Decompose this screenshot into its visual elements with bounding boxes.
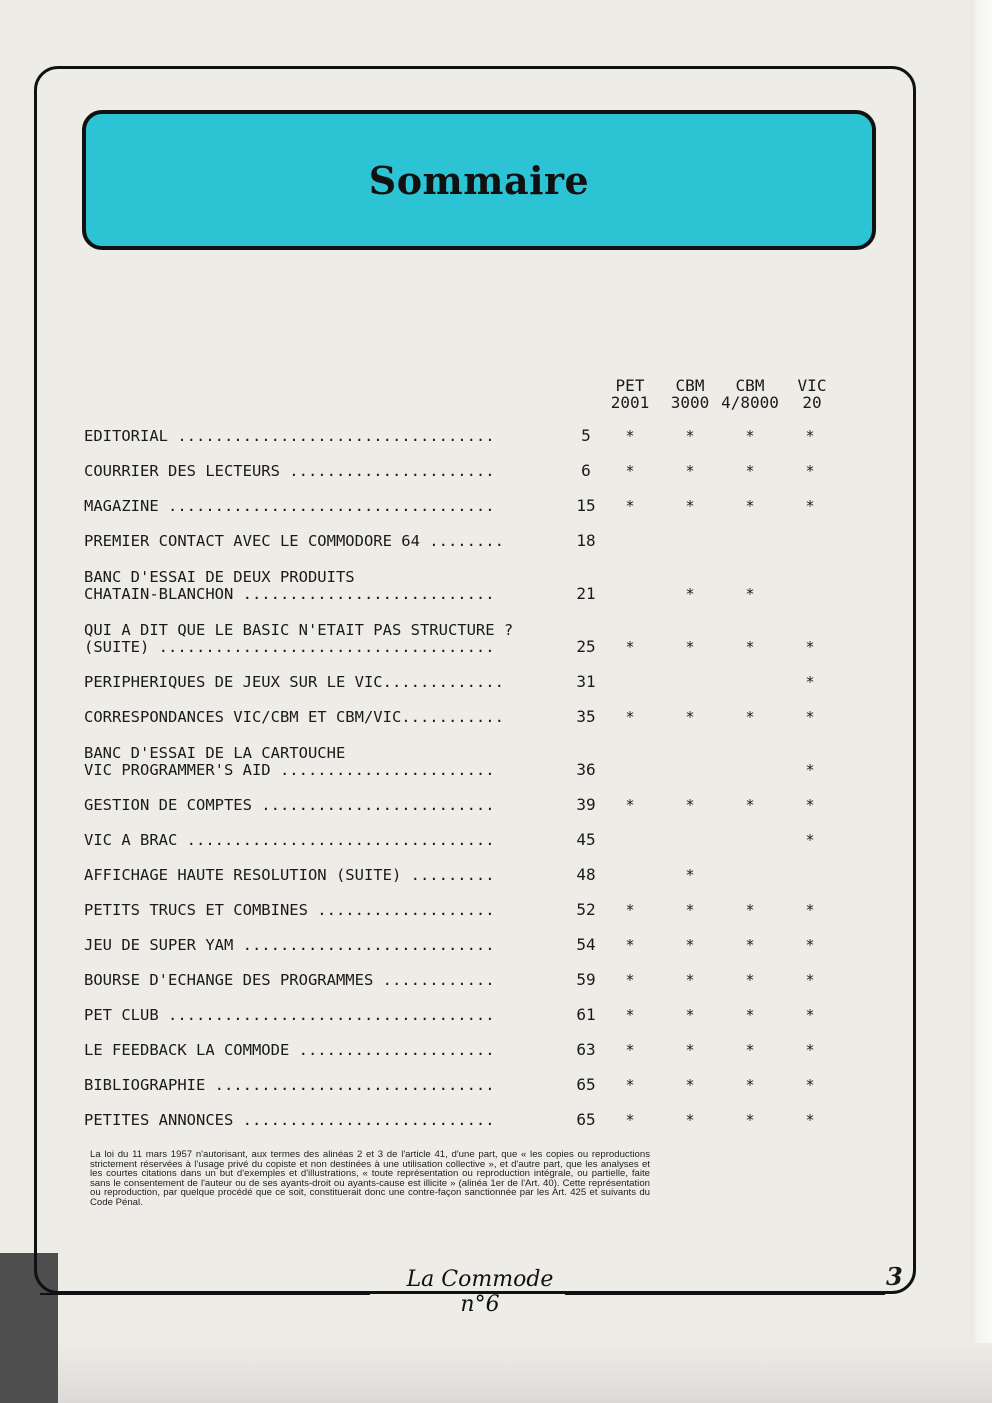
- compat-star-pet: *: [625, 427, 635, 445]
- toc-row: [84, 618, 844, 656]
- compat-star-cbm3000: *: [685, 796, 695, 814]
- compat-star-cbm4000: *: [745, 638, 755, 656]
- compat-star-cbm4000: *: [745, 462, 755, 480]
- toc-title-line2: PERIPHERIQUES DE JEUX SUR LE VIC.............: [84, 673, 504, 691]
- compat-star-vic: *: [805, 673, 815, 691]
- compat-star-vic: *: [805, 1006, 815, 1024]
- toc-title-line1: QUI A DIT QUE LE BASIC N'ETAIT PAS STRUCTURE ?: [84, 621, 514, 639]
- page-edge: [970, 0, 992, 1403]
- toc-row: [84, 741, 844, 779]
- compat-star-cbm3000: *: [685, 462, 695, 480]
- toc-page-number: 54: [576, 935, 596, 954]
- compat-star-cbm4000: *: [745, 585, 755, 603]
- column-header-line2: 3000: [670, 393, 710, 412]
- compat-star-vic: *: [805, 796, 815, 814]
- compat-star-cbm4000: *: [745, 901, 755, 919]
- compat-star-pet: *: [625, 1076, 635, 1094]
- compat-star-vic: *: [805, 1076, 815, 1094]
- toc-page-number: 45: [576, 830, 596, 849]
- compat-star-cbm4000: *: [745, 1041, 755, 1059]
- toc-row: [84, 934, 844, 954]
- toc-title: [84, 1042, 544, 1059]
- toc-title: [84, 498, 544, 515]
- toc-title: [84, 674, 544, 691]
- toc-row: [84, 829, 844, 849]
- toc-page-number: 63: [576, 1040, 596, 1059]
- toc-title-line2: BIBLIOGRAPHIE ..............................: [84, 1076, 495, 1094]
- compat-star-cbm3000: *: [685, 1076, 695, 1094]
- compat-star-pet: *: [625, 708, 635, 726]
- toc-row: [84, 706, 844, 726]
- compat-star-pet: *: [625, 1006, 635, 1024]
- column-header: [780, 377, 844, 411]
- compat-star-pet: *: [625, 971, 635, 989]
- compat-star-cbm3000: *: [685, 901, 695, 919]
- toc-row: [84, 864, 844, 884]
- toc-title-line2: COURRIER DES LECTEURS ......................: [84, 462, 495, 480]
- compat-star-pet: *: [625, 1111, 635, 1129]
- compat-star-pet: *: [625, 497, 635, 515]
- compat-star-cbm4000: *: [745, 936, 755, 954]
- toc-title-line1: BANC D'ESSAI DE LA CARTOUCHE: [84, 744, 346, 762]
- toc-row: [84, 1109, 844, 1129]
- toc-title-line2: CORRESPONDANCES VIC/CBM ET CBM/VIC...........: [84, 708, 504, 726]
- toc-title: [84, 622, 544, 656]
- toc-title-line2: PREMIER CONTACT AVEC LE COMMODORE 64 ........: [84, 532, 504, 550]
- toc-title-line2: LE FEEDBACK LA COMMODE .....................: [84, 1041, 495, 1059]
- toc-page-number: 65: [576, 1075, 596, 1094]
- compat-star-cbm3000: *: [685, 936, 695, 954]
- compat-star-cbm3000: *: [685, 1006, 695, 1024]
- toc-page-number: 61: [576, 1005, 596, 1024]
- toc-row: [84, 425, 844, 445]
- toc-page-number: 59: [576, 970, 596, 989]
- compat-star-cbm3000: *: [685, 638, 695, 656]
- compat-star-vic: *: [805, 971, 815, 989]
- compat-star-cbm3000: *: [685, 427, 695, 445]
- column-header: [598, 377, 662, 411]
- toc-title-line2: VIC PROGRAMMER'S AID .......................: [84, 761, 495, 779]
- toc-row: [84, 899, 844, 919]
- compat-star-vic: *: [805, 1041, 815, 1059]
- compat-star-pet: *: [625, 638, 635, 656]
- compat-star-vic: *: [805, 901, 815, 919]
- title-banner: [82, 110, 876, 250]
- compat-star-cbm4000: *: [745, 971, 755, 989]
- toc-row: [84, 530, 844, 550]
- column-header-line1: CBM: [675, 376, 705, 395]
- toc-title: [84, 1077, 544, 1094]
- toc-page-number: 6: [581, 461, 591, 480]
- footer-rule-left: [40, 1293, 370, 1295]
- toc-page-number: 35: [576, 707, 596, 726]
- column-header-line1: CBM: [735, 376, 765, 395]
- compat-star-cbm4000: *: [745, 497, 755, 515]
- toc-title: [84, 428, 544, 445]
- compat-star-cbm4000: *: [745, 1076, 755, 1094]
- compat-star-cbm3000: *: [685, 866, 695, 884]
- toc-title: [84, 745, 544, 779]
- toc-row: [84, 794, 844, 814]
- toc-row: [84, 671, 844, 691]
- compat-star-cbm3000: *: [685, 497, 695, 515]
- toc-title-line2: CHATAIN-BLANCHON ...........................: [84, 585, 495, 603]
- toc-page-number: 25: [576, 637, 596, 656]
- magazine-name: La Commode n°6: [406, 1267, 554, 1317]
- compat-star-pet: *: [625, 936, 635, 954]
- toc-title: [84, 937, 544, 954]
- toc-page-number: 5: [581, 426, 591, 445]
- compat-star-cbm4000: *: [745, 427, 755, 445]
- column-header-line2: 2001: [610, 393, 650, 412]
- compat-star-vic: *: [805, 708, 815, 726]
- toc-title: [84, 569, 544, 603]
- toc-title-line2: AFFICHAGE HAUTE RESOLUTION (SUITE) .........: [84, 866, 495, 884]
- toc-title-line2: EDITORIAL ..................................: [84, 427, 495, 445]
- toc-title: [84, 533, 544, 550]
- toc-page-number: 31: [576, 672, 596, 691]
- toc-row: [84, 1039, 844, 1059]
- toc-title: [84, 902, 544, 919]
- toc-page-number: 36: [576, 760, 596, 779]
- compat-star-cbm3000: *: [685, 971, 695, 989]
- page-number: 3: [886, 1262, 903, 1291]
- compat-star-cbm4000: *: [745, 1111, 755, 1129]
- toc-page-number: 65: [576, 1110, 596, 1129]
- toc-title: [84, 972, 544, 989]
- toc-title: [84, 1007, 544, 1024]
- column-header-line2: 4/8000: [721, 393, 779, 412]
- column-header: [718, 377, 782, 411]
- toc-title-line2: PET CLUB ...................................: [84, 1006, 495, 1024]
- toc-row: [84, 1074, 844, 1094]
- toc-row: [84, 460, 844, 480]
- toc-page-number: 48: [576, 865, 596, 884]
- toc-title: [84, 867, 544, 884]
- compat-star-vic: *: [805, 638, 815, 656]
- compat-star-pet: *: [625, 462, 635, 480]
- toc-title-line2: GESTION DE COMPTES .........................: [84, 796, 495, 814]
- compat-star-cbm3000: *: [685, 1041, 695, 1059]
- toc-row: [84, 565, 844, 603]
- compat-star-pet: *: [625, 1041, 635, 1059]
- compat-star-pet: *: [625, 796, 635, 814]
- toc-page-number: 39: [576, 795, 596, 814]
- toc-row: [84, 969, 844, 989]
- bottom-shadow: [0, 1343, 992, 1403]
- footer-rule-right: [565, 1293, 885, 1295]
- toc-title-line2: PETITS TRUCS ET COMBINES ...................: [84, 901, 495, 919]
- compat-star-cbm4000: *: [745, 708, 755, 726]
- toc-row: [84, 1004, 844, 1024]
- compat-star-vic: *: [805, 831, 815, 849]
- compat-star-cbm4000: *: [745, 1006, 755, 1024]
- compat-star-vic: *: [805, 1111, 815, 1129]
- toc-page-number: 15: [576, 496, 596, 515]
- toc-page-number: 18: [576, 531, 596, 550]
- toc-title-line2: VIC A BRAC .................................: [84, 831, 495, 849]
- toc-title: [84, 832, 544, 849]
- column-header: [658, 377, 722, 411]
- toc-row: [84, 495, 844, 515]
- compat-star-pet: *: [625, 901, 635, 919]
- toc-title: [84, 709, 544, 726]
- toc-title-line2: PETITES ANNONCES ...........................: [84, 1111, 495, 1129]
- toc-page-number: 52: [576, 900, 596, 919]
- compat-star-cbm4000: *: [745, 796, 755, 814]
- compat-star-vic: *: [805, 497, 815, 515]
- compat-star-cbm3000: *: [685, 585, 695, 603]
- compat-star-cbm3000: *: [685, 1111, 695, 1129]
- toc-title-line1: BANC D'ESSAI DE DEUX PRODUITS: [84, 568, 355, 586]
- toc-title: [84, 1112, 544, 1129]
- toc-title-line2: (SUITE) ....................................: [84, 638, 495, 656]
- column-header-line1: VIC: [797, 376, 827, 395]
- compat-star-vic: *: [805, 936, 815, 954]
- compat-star-cbm3000: *: [685, 708, 695, 726]
- toc-page-number: 21: [576, 584, 596, 603]
- toc-title-line2: BOURSE D'ECHANGE DES PROGRAMMES ............: [84, 971, 495, 989]
- toc-title-line2: MAGAZINE ...................................: [84, 497, 495, 515]
- compat-star-vic: *: [805, 462, 815, 480]
- column-header-line2: 20: [802, 393, 822, 412]
- compat-star-vic: *: [805, 427, 815, 445]
- column-header-line1: PET: [615, 376, 645, 395]
- toc-title-line2: JEU DE SUPER YAM ...........................: [84, 936, 495, 954]
- toc-title: [84, 797, 544, 814]
- compat-star-vic: *: [805, 761, 815, 779]
- page-title: Sommaire: [368, 157, 590, 203]
- legal-notice: La loi du 11 mars 1957 n'autorisant, aux termes des alinéas 2 et 3 de l'article 41, d'une part, que « les copies ou reproductions strictement réservées à l'usage privé du copiste et non destinées à une utilisation collective », et d'autre part, que les analyses et les courtes citations dans un but d'exemples et d'illustrations, « toute représentation ou reproduction intégrale, ou partielle, faite sans le consentement de l'auteur ou de ses ayants-droit ou ayants-cause est illicite » (alinéa 1er de l'Art. 40). Cette représentation ou reproduction, par quelque procédé que ce soit, constituerait donc une contre-façon sanctionnée par les Art. 425 et suivants du Code Pénal.: [90, 1149, 650, 1208]
- toc-title: [84, 463, 544, 480]
